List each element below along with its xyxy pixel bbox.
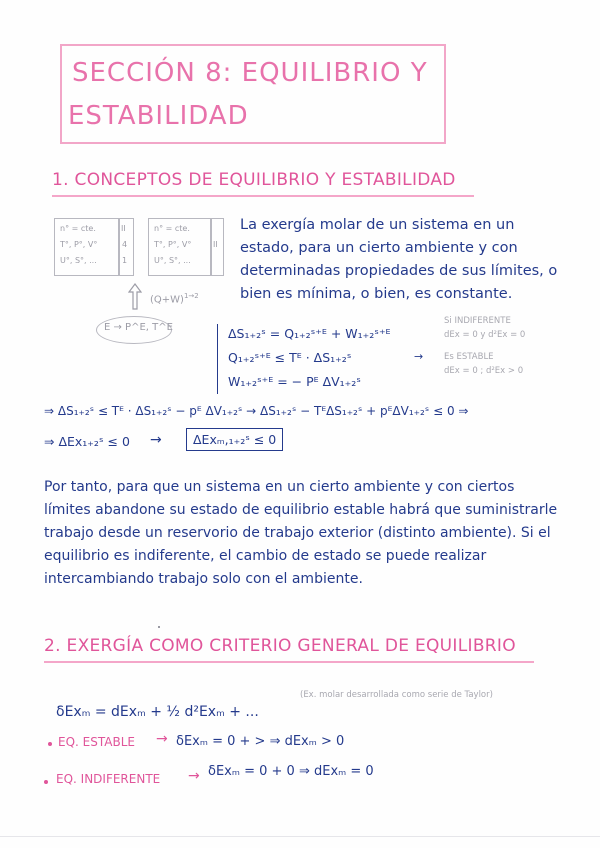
note-stable-cond: dEx = 0 ; d²Ex > 0	[444, 366, 524, 376]
note-stable-title: Es ESTABLE	[444, 352, 494, 362]
derivation-line2-left: ⇒ ΔEx₁₊₂ˢ ≤ 0	[44, 434, 130, 449]
state2-label-us: U°, S°, ...	[154, 256, 191, 265]
stable-arrow: →	[156, 731, 168, 747]
equations-arrow: →	[414, 350, 424, 363]
environment-label: E → P^E, T^E	[104, 322, 173, 333]
pen-dot	[158, 626, 160, 628]
definition-paragraph: La exergía molar de un sistema en un estado, para un cierto ambiente y con determinadas propiedades de sus límites, o bien es mínima, o bien, es constante.	[240, 217, 558, 302]
state2-label-n: n° = cte.	[154, 224, 190, 233]
state2-col: II	[213, 240, 218, 249]
page-bottom-edge	[0, 836, 600, 837]
exergy-result-box: ΔExₘ,₁₊₂ˢ ≤ 0	[186, 428, 283, 451]
stable-equation: δExₘ = 0 + > ⇒ dExₘ > 0	[176, 734, 345, 749]
equation-entropy-balance: ΔS₁₊₂ˢ = Q₁₊₂ˢ⁺ᴱ + W₁₊₂ˢ⁺ᴱ	[228, 326, 391, 341]
section1-heading: 1. CONCEPTOS DE EQUILIBRIO Y ESTABILIDAD	[52, 170, 456, 190]
stable-label: EQ. ESTABLE	[58, 735, 135, 749]
equations-brace	[217, 324, 224, 394]
state1-label-tpv: T°, P°, V°	[60, 240, 98, 249]
note-indifferent-title: Si INDIFERENTE	[444, 316, 511, 326]
equation-heat-bound: Q₁₊₂ˢ⁺ᴱ ≤ Tᴱ · ΔS₁₊₂ˢ	[228, 350, 352, 365]
state1-label-us: U°, S°, ...	[60, 256, 97, 265]
derivation-arrow: →	[150, 432, 162, 448]
page-title-line2: ESTABILIDAD	[68, 101, 249, 131]
taylor-note: (Ex. molar desarrollada como serie de Taylor)	[300, 690, 493, 700]
indifferent-arrow: →	[188, 768, 200, 784]
equation-work: W₁₊₂ˢ⁺ᴱ = − Pᴱ ΔV₁₊₂ˢ	[228, 374, 361, 389]
bullet-stable	[48, 742, 52, 746]
derivation-line1: ⇒ ΔS₁₊₂ˢ ≤ Tᴱ · ΔS₁₊₂ˢ − pᴱ ΔV₁₊₂ˢ → ΔS₁₊₂ˢ − TᴱΔS₁₊₂ˢ + pᴱΔV₁₊₂ˢ ≤ 0 ⇒	[44, 404, 469, 418]
state1-col3: 1	[122, 256, 128, 265]
page-title-line1: SECCIÓN 8: EQUILIBRIO Y	[72, 58, 428, 88]
section1-underline	[52, 195, 474, 197]
indifferent-equation: δExₘ = 0 + 0 ⇒ dExₘ = 0	[208, 764, 374, 779]
state1-col1: II	[121, 224, 126, 233]
section2-heading: 2. EXERGÍA COMO CRITERIO GENERAL DE EQUILIBRIO	[44, 636, 516, 656]
bullet-indifferent	[44, 780, 48, 784]
exergy-taylor-formula: δExₘ = dExₘ + ½ d²Exₘ + ...	[56, 704, 259, 720]
heat-work-label: $(Q+W)^{1\to 2}$	[150, 292, 199, 306]
note-indifferent-cond: dEx = 0 y d²Ex = 0	[444, 330, 526, 340]
arrow-up-icon	[128, 282, 142, 310]
indifferent-label: EQ. INDIFERENTE	[56, 772, 161, 786]
conclusion-paragraph: Por tanto, para que un sistema en un cierto ambiente y con ciertos límites abandone su estado de equilibrio estable habrá que suministrarle trabajo desde un reservorio de trabajo exterior (distinto ambiente). Si el equilibrio es indiferente, el cambio de estado se puede realizar intercambiando trabajo solo con el ambiente.	[44, 479, 558, 587]
state1-label-n: n° = cte.	[60, 224, 96, 233]
state1-col2: 4	[122, 240, 128, 249]
state2-label-tpv: T°, P°, V°	[154, 240, 192, 249]
section2-underline	[44, 661, 534, 663]
